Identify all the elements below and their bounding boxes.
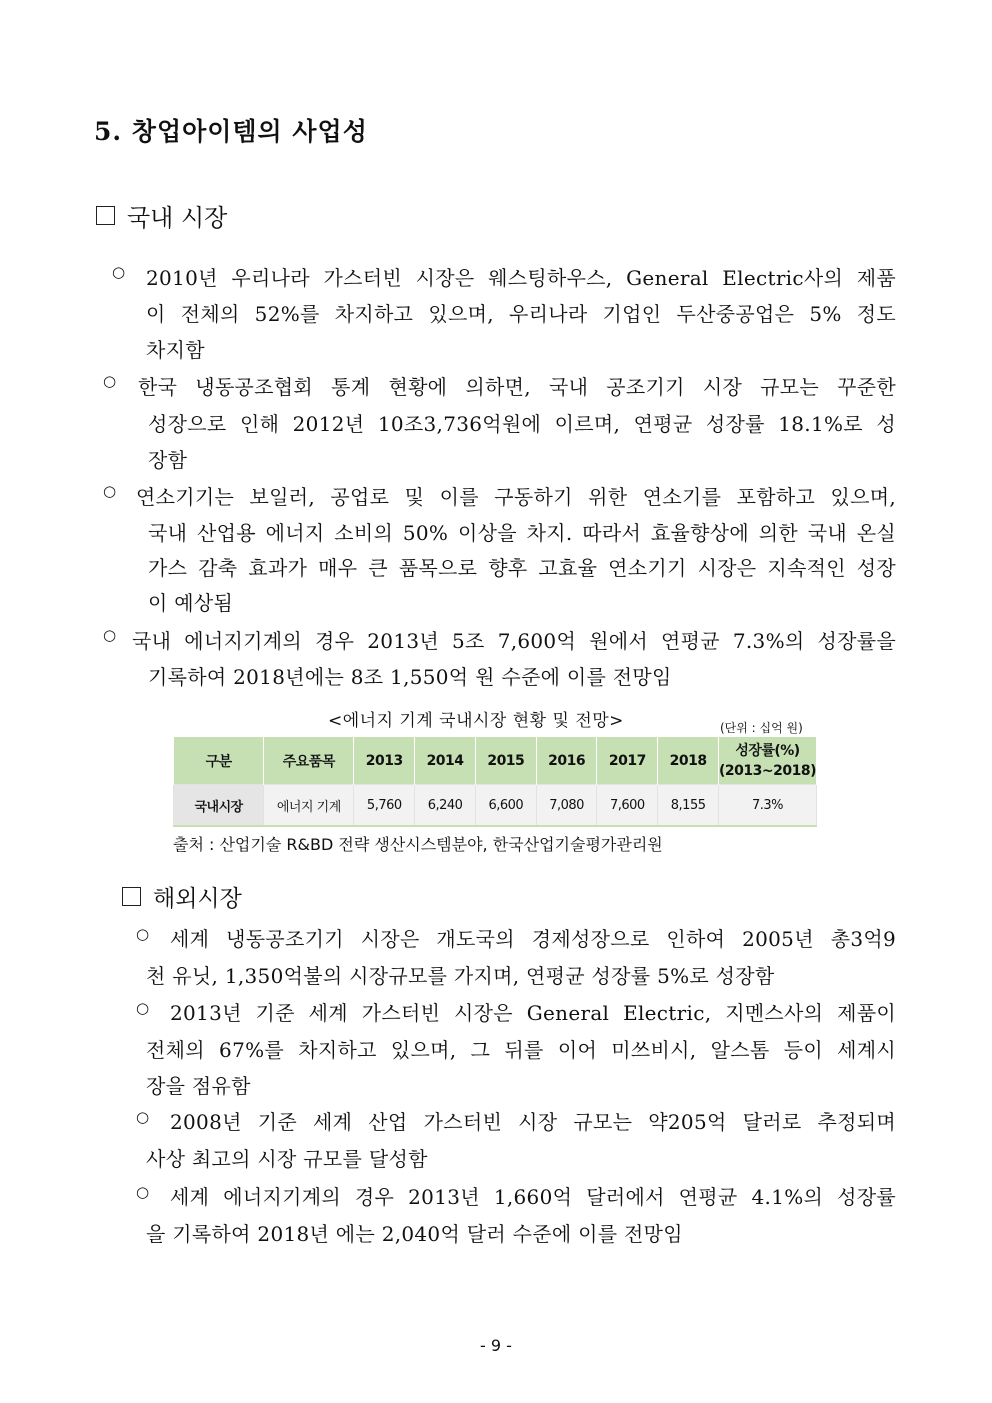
bullet-line: 국내 산업용 에너지 소비의 50% 이상을 차지. 따라서 효율향상에 의한 국내 온실 xyxy=(148,521,896,545)
bullet-line: 전체의 67%를 차지하고 있으며, 그 뒤를 이어 미쓰비시, 알스톰 등이 세계시 xyxy=(146,1038,896,1062)
header-cell: 2018 xyxy=(658,737,719,785)
table-cell: 6,240 xyxy=(415,785,476,827)
bullet-line: 기록하여 2018년에는 8조 1,550억 원 수준에 이를 전망임 xyxy=(148,665,672,689)
page-title: 5. 창업아이템의 사업성 xyxy=(94,117,368,146)
bullet-line: 한국 냉동공조협회 통계 현황에 의하면, 국내 공조기기 시장 규모는 꾸준한 xyxy=(138,375,896,399)
bullet-circle-icon: ○ xyxy=(103,372,117,390)
section-heading-label: 국내 시장 xyxy=(127,204,228,232)
bullet-circle-icon: ○ xyxy=(136,1108,150,1126)
table-cell: 5,760 xyxy=(354,785,415,827)
bullet-line: 세계 에너지기계의 경우 2013년 1,660억 달러에서 연평균 4.1%의 성장률 xyxy=(170,1185,896,1209)
bullet-circle-icon: ○ xyxy=(136,925,150,943)
header-cell: 2013 xyxy=(354,737,415,785)
header-cell: 2017 xyxy=(597,737,658,785)
market-table xyxy=(173,737,817,827)
table-cell: 6,600 xyxy=(475,785,536,827)
bullet-line: 성장으로 인해 2012년 10조3,736억원에 이르며, 연평균 성장률 18.1%로 성 xyxy=(148,412,896,436)
bullet-circle-icon: ○ xyxy=(136,1183,150,1201)
table-cell: 7,600 xyxy=(597,785,658,827)
table-unit: (단위 : 십억 원) xyxy=(720,721,803,735)
header-growth-range: (2013~2018) xyxy=(719,762,816,779)
bullet-circle-icon: ○ xyxy=(112,263,126,281)
header-cell: 2014 xyxy=(415,737,476,785)
bullet-line: 을 기록하여 2018년 에는 2,040억 달러 수준에 이를 전망임 xyxy=(146,1222,683,1246)
table-title: <에너지 기계 국내시장 현황 및 전망> xyxy=(328,711,624,731)
bullet-line: 이 예상됨 xyxy=(148,591,234,615)
bullet-line: 장을 점유함 xyxy=(146,1074,251,1098)
bullet-line: 가스 감축 효과가 매우 큰 품목으로 향후 고효율 연소기기 시장은 지속적인 성장 xyxy=(148,556,896,580)
table-cell: 7.3% xyxy=(719,785,817,827)
page-number: - 9 - xyxy=(480,1336,512,1355)
bullet-line: 이 전체의 52%를 차지하고 있으며, 우리나라 기업인 두산중공업은 5% 정도 xyxy=(146,302,896,326)
bullet-line: 사상 최고의 시장 규모를 달성함 xyxy=(146,1147,428,1171)
bullet-line: 장함 xyxy=(148,448,188,472)
section-heading-domestic xyxy=(96,198,227,233)
section-heading-overseas xyxy=(122,880,242,913)
section-heading-label: 해외시장 xyxy=(153,886,242,912)
bullet-line: 국내 에너지기계의 경우 2013년 5조 7,600억 원에서 연평균 7.3%의 성장률을 xyxy=(132,629,896,653)
table-cell: 국내시장 xyxy=(174,785,264,827)
bullet-circle-icon: ○ xyxy=(103,626,117,644)
bullet-line: 연소기기는 보일러, 공업로 및 이를 구동하기 위한 연소기를 포함하고 있으며, xyxy=(136,485,896,509)
bullet-line: 차지함 xyxy=(146,338,205,362)
table-cell: 7,080 xyxy=(536,785,597,827)
table-source: 출처 : 산업기술 R&BD 전략 생산시스템분야, 한국산업기술평가관리원 xyxy=(173,835,663,854)
table-row xyxy=(174,785,817,827)
checkbox-square-icon xyxy=(96,206,115,225)
table-header-row xyxy=(174,737,817,785)
bullet-line: 천 유닛, 1,350억불의 시장규모를 가지며, 연평균 성장률 5%로 성장함 xyxy=(146,964,775,988)
bullet-line: 2013년 기준 세계 가스터빈 시장은 General Electric, 지멘스사의 제품이 xyxy=(170,1001,896,1025)
table-cell: 8,155 xyxy=(658,785,719,827)
header-cell: 주요품목 xyxy=(264,737,354,785)
bullet-line: 2008년 기준 세계 산업 가스터빈 시장 규모는 약205억 달러로 추정되며 xyxy=(170,1110,896,1134)
header-cell: 2015 xyxy=(475,737,536,785)
bullet-circle-icon: ○ xyxy=(103,482,117,500)
header-cell: 구분 xyxy=(174,737,264,785)
bullet-line: 세계 냉동공조기기 시장은 개도국의 경제성장으로 인하여 2005년 총3억9 xyxy=(170,927,896,951)
checkbox-square-icon xyxy=(122,887,141,906)
header-growth-label: 성장률(%) xyxy=(735,742,800,759)
header-cell: 2016 xyxy=(536,737,597,785)
table-cell: 에너지 기계 xyxy=(264,785,354,827)
header-cell-growth xyxy=(719,737,817,785)
bullet-line: 2010년 우리나라 가스터빈 시장은 웨스팅하우스, General Electric사의 제품 xyxy=(146,266,896,290)
bullet-circle-icon: ○ xyxy=(136,999,150,1017)
